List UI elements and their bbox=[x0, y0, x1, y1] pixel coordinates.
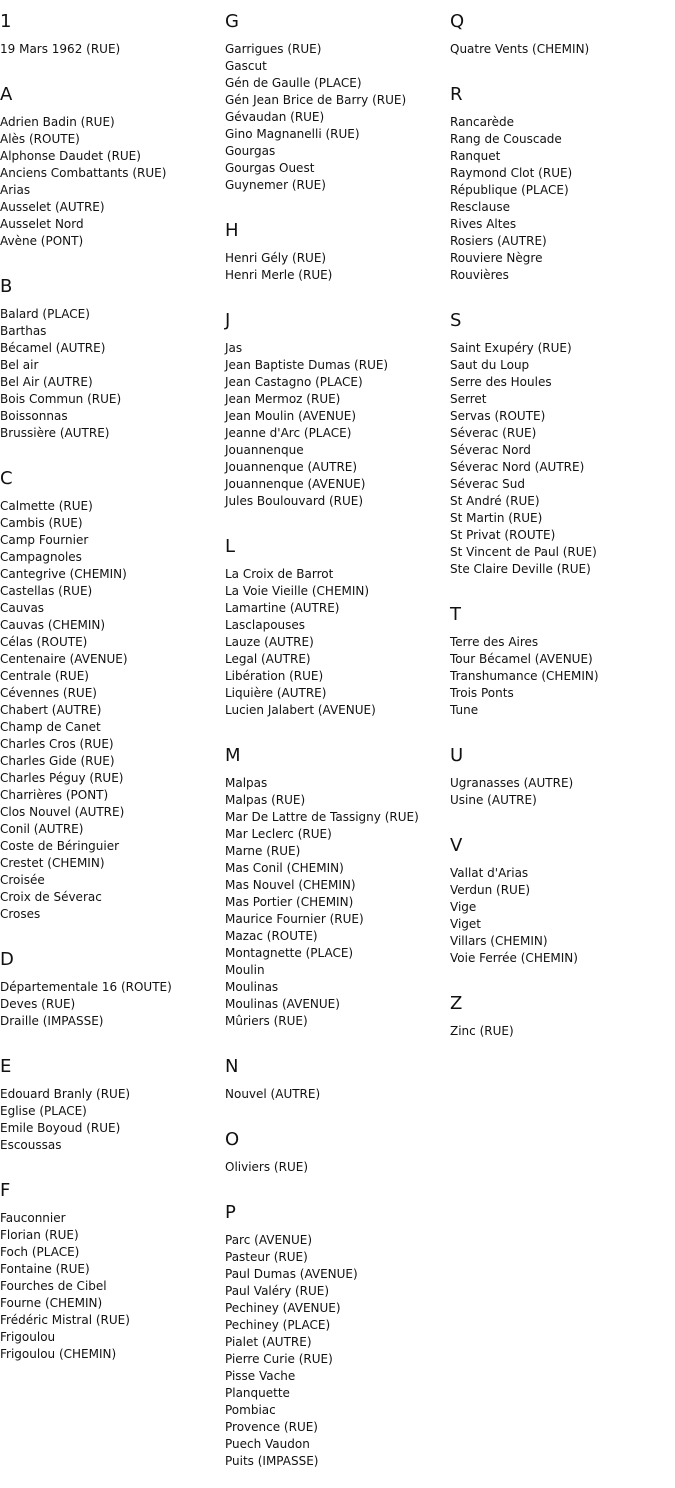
street-link[interactable]: Jouannenque (AVENUE) bbox=[225, 477, 366, 491]
street-link[interactable]: Alphonse Daudet (RUE) bbox=[0, 149, 141, 163]
section-letter-heading: T bbox=[450, 604, 461, 625]
street-link[interactable]: Ausselet (AUTRE) bbox=[0, 200, 105, 214]
street-link[interactable]: Bécamel (AUTRE) bbox=[0, 341, 106, 355]
street-link[interactable]: Montagnette (PLACE) bbox=[225, 946, 354, 960]
street-link[interactable]: Florian (RUE) bbox=[0, 1228, 79, 1242]
letter-section bbox=[450, 745, 675, 809]
street-link[interactable]: Charrières (PONT) bbox=[0, 788, 109, 802]
street-link[interactable]: Zinc (RUE) bbox=[450, 1024, 514, 1038]
street-link[interactable]: Pechiney (PLACE) bbox=[225, 1318, 331, 1332]
street-link[interactable]: Bel air bbox=[0, 358, 39, 372]
letter-section bbox=[225, 1202, 450, 1470]
letter-section bbox=[0, 84, 225, 250]
street-link[interactable]: Arias bbox=[0, 183, 31, 197]
street-link[interactable]: Clos Nouvel (AUTRE) bbox=[0, 805, 125, 819]
street-link[interactable]: Cauvas (CHEMIN) bbox=[0, 618, 106, 632]
street-link[interactable]: Barthas bbox=[0, 324, 47, 338]
street-link[interactable]: Rosiers (AUTRE) bbox=[450, 234, 547, 248]
street-list bbox=[0, 979, 225, 1030]
street-link[interactable]: St Martin (RUE) bbox=[450, 511, 543, 525]
street-list bbox=[225, 340, 450, 510]
street-link[interactable]: Séverac Nord (AUTRE) bbox=[450, 460, 585, 474]
street-link[interactable]: Brussière (AUTRE) bbox=[0, 426, 110, 440]
street-link[interactable]: Voie Ferrée (CHEMIN) bbox=[450, 951, 578, 965]
letter-section bbox=[450, 310, 675, 578]
street-link[interactable]: Oliviers (RUE) bbox=[225, 1160, 308, 1174]
street-link[interactable]: Mazac (ROUTE) bbox=[225, 929, 318, 943]
street-link[interactable]: Verdun (RUE) bbox=[450, 883, 531, 897]
letter-section bbox=[450, 84, 675, 284]
street-link[interactable]: Pisse Vache bbox=[225, 1369, 296, 1383]
street-link[interactable]: Ausselet Nord bbox=[0, 217, 84, 231]
street-link[interactable]: Rives Altes bbox=[450, 217, 517, 231]
street-link[interactable]: Champ de Canet bbox=[0, 720, 101, 734]
street-link[interactable]: Jeanne d'Arc (PLACE) bbox=[225, 426, 352, 440]
street-link[interactable]: Pialet (AUTRE) bbox=[225, 1335, 312, 1349]
street-link[interactable]: Cévennes (RUE) bbox=[0, 686, 97, 700]
street-link[interactable]: St Vincent de Paul (RUE) bbox=[450, 545, 597, 559]
street-link[interactable]: Transhumance (CHEMIN) bbox=[450, 669, 599, 683]
street-link[interactable]: Avène (PONT) bbox=[0, 234, 84, 248]
letter-section bbox=[225, 1129, 450, 1176]
street-list bbox=[225, 1159, 450, 1176]
street-link[interactable]: Edouard Branly (RUE) bbox=[0, 1087, 131, 1101]
letter-section bbox=[0, 11, 225, 58]
street-link[interactable]: Villars (CHEMIN) bbox=[450, 934, 548, 948]
street-link[interactable]: Viget bbox=[450, 917, 481, 931]
street-link[interactable]: Usine (AUTRE) bbox=[450, 793, 537, 807]
letter-section bbox=[450, 835, 675, 967]
street-list bbox=[225, 775, 450, 1030]
section-letter-heading: S bbox=[450, 310, 462, 331]
street-list bbox=[450, 865, 675, 967]
section-letter-heading: E bbox=[0, 1056, 12, 1077]
letter-section bbox=[450, 604, 675, 719]
street-link[interactable]: Gén de Gaulle (PLACE) bbox=[225, 76, 362, 90]
street-link[interactable]: Marne (RUE) bbox=[225, 844, 301, 858]
street-link[interactable]: Gino Magnanelli (RUE) bbox=[225, 127, 360, 141]
street-link[interactable]: Croses bbox=[0, 907, 41, 921]
street-link[interactable]: Rang de Couscade bbox=[450, 132, 562, 146]
street-link[interactable]: Conil (AUTRE) bbox=[0, 822, 84, 836]
street-link[interactable]: Lucien Jalabert (AVENUE) bbox=[225, 703, 376, 717]
street-link[interactable]: Liquière (AUTRE) bbox=[225, 686, 327, 700]
street-link[interactable]: Paul Dumas (AVENUE) bbox=[225, 1267, 358, 1281]
street-link[interactable]: Centrale (RUE) bbox=[0, 669, 89, 683]
street-link[interactable]: Saut du Loup bbox=[450, 358, 530, 372]
street-link[interactable]: République (PLACE) bbox=[450, 183, 569, 197]
street-link[interactable]: Raymond Clot (RUE) bbox=[450, 166, 573, 180]
street-link[interactable]: Coste de Béringuier bbox=[0, 839, 120, 853]
street-link[interactable]: Planquette bbox=[225, 1386, 290, 1400]
street-index-column-3 bbox=[450, 0, 675, 1040]
section-letter-heading: H bbox=[225, 220, 239, 241]
street-link[interactable]: Charles Cros (RUE) bbox=[0, 737, 114, 751]
street-list bbox=[450, 114, 675, 284]
street-link[interactable]: Gascut bbox=[225, 59, 267, 73]
street-list bbox=[450, 41, 675, 58]
section-letter-heading: M bbox=[225, 745, 241, 766]
street-link[interactable]: Gévaudan (RUE) bbox=[225, 110, 325, 124]
street-link[interactable]: Boissonnas bbox=[0, 409, 68, 423]
street-link[interactable]: Deves (RUE) bbox=[0, 997, 76, 1011]
street-list bbox=[0, 306, 225, 442]
street-link[interactable]: Jouannenque bbox=[225, 443, 304, 457]
street-link[interactable]: Castellas (RUE) bbox=[0, 584, 93, 598]
letter-section bbox=[0, 949, 225, 1030]
section-letter-heading: J bbox=[225, 310, 231, 331]
letter-section bbox=[0, 468, 225, 923]
street-list bbox=[225, 1232, 450, 1470]
letter-section bbox=[450, 11, 675, 58]
street-link[interactable]: Malpas bbox=[225, 776, 268, 790]
street-link[interactable]: Draille (IMPASSE) bbox=[0, 1014, 104, 1028]
street-link[interactable]: Anciens Combattants (RUE) bbox=[0, 166, 167, 180]
street-link[interactable]: Moulinas (AVENUE) bbox=[225, 997, 340, 1011]
street-link[interactable]: Bel Air (AUTRE) bbox=[0, 375, 93, 389]
letter-section bbox=[225, 11, 450, 194]
street-link[interactable]: Lauze (AUTRE) bbox=[225, 635, 314, 649]
street-link[interactable]: Rouviere Nègre bbox=[450, 251, 543, 265]
street-link[interactable]: Saint Exupéry (RUE) bbox=[450, 341, 572, 355]
section-letter-heading: F bbox=[0, 1180, 11, 1201]
street-link[interactable]: Quatre Vents (CHEMIN) bbox=[450, 42, 590, 56]
street-link[interactable]: Trois Ponts bbox=[450, 686, 514, 700]
street-link[interactable]: Jules Boulouvard (RUE) bbox=[225, 494, 364, 508]
street-link[interactable]: Tune bbox=[450, 703, 479, 717]
letter-section bbox=[450, 993, 675, 1040]
street-link[interactable]: Gourgas Ouest bbox=[225, 161, 315, 175]
street-list bbox=[0, 1210, 225, 1363]
section-letter-heading: B bbox=[0, 276, 13, 297]
street-link[interactable]: Henri Gély (RUE) bbox=[225, 251, 327, 265]
street-link[interactable]: Nouvel (AUTRE) bbox=[225, 1087, 321, 1101]
street-link[interactable]: Guynemer (RUE) bbox=[225, 178, 326, 192]
section-letter-heading: R bbox=[450, 84, 463, 105]
street-link[interactable]: Resclause bbox=[450, 200, 510, 214]
street-link[interactable]: Chabert (AUTRE) bbox=[0, 703, 102, 717]
street-link[interactable]: Fontaine (RUE) bbox=[0, 1262, 90, 1276]
street-list bbox=[225, 1086, 450, 1103]
street-link[interactable]: Servas (ROUTE) bbox=[450, 409, 546, 423]
street-link[interactable]: Jean Baptiste Dumas (RUE) bbox=[225, 358, 389, 372]
street-link[interactable]: Fourches de Cibel bbox=[0, 1279, 107, 1293]
street-link[interactable]: Mas Portier (CHEMIN) bbox=[225, 895, 354, 909]
street-link[interactable]: La Voie Vieille (CHEMIN) bbox=[225, 584, 370, 598]
street-link[interactable]: Libération (RUE) bbox=[225, 669, 324, 683]
street-link[interactable]: Jean Moulin (AVENUE) bbox=[225, 409, 357, 423]
street-link[interactable]: Gén Jean Brice de Barry (RUE) bbox=[225, 93, 407, 107]
street-link[interactable]: Foch (PLACE) bbox=[0, 1245, 80, 1259]
street-link[interactable]: Célas (ROUTE) bbox=[0, 635, 88, 649]
street-link[interactable]: Mûriers (RUE) bbox=[225, 1014, 308, 1028]
street-link[interactable]: Puech Vaudon bbox=[225, 1437, 310, 1451]
street-link[interactable]: Parc (AVENUE) bbox=[225, 1233, 313, 1247]
street-link[interactable]: Mar Leclerc (RUE) bbox=[225, 827, 332, 841]
street-link[interactable]: Ste Claire Deville (RUE) bbox=[450, 562, 591, 576]
street-link[interactable]: Départementale 16 (ROUTE) bbox=[0, 980, 172, 994]
street-link[interactable]: Lasclapouses bbox=[225, 618, 306, 632]
street-link[interactable]: 19 Mars 1962 (RUE) bbox=[0, 42, 121, 56]
street-link[interactable]: Balard (PLACE) bbox=[0, 307, 90, 321]
street-link[interactable]: Pombiac bbox=[225, 1403, 276, 1417]
street-link[interactable]: Henri Merle (RUE) bbox=[225, 268, 333, 282]
street-link[interactable]: Rouvières bbox=[450, 268, 509, 282]
street-list bbox=[450, 340, 675, 578]
street-list bbox=[0, 114, 225, 250]
section-letter-heading: O bbox=[225, 1129, 240, 1150]
letter-section bbox=[225, 220, 450, 284]
street-link[interactable]: Jean Mermoz (RUE) bbox=[225, 392, 341, 406]
street-link[interactable]: Camp Fournier bbox=[0, 533, 89, 547]
street-link[interactable]: Séverac Nord bbox=[450, 443, 531, 457]
street-link[interactable]: Vallat d'Arias bbox=[450, 866, 529, 880]
street-link[interactable]: Charles Péguy (RUE) bbox=[0, 771, 124, 785]
street-link[interactable]: Séverac (RUE) bbox=[450, 426, 537, 440]
street-link[interactable]: Pechiney (AVENUE) bbox=[225, 1301, 341, 1315]
street-link[interactable]: Frigoulou bbox=[0, 1330, 56, 1344]
street-link[interactable]: Frédéric Mistral (RUE) bbox=[0, 1313, 130, 1327]
street-link[interactable]: Rancarède bbox=[450, 115, 515, 129]
section-letter-heading: 1 bbox=[0, 11, 12, 32]
street-link[interactable]: Croisée bbox=[0, 873, 45, 887]
street-link[interactable]: Bois Commun (RUE) bbox=[0, 392, 122, 406]
street-link[interactable]: St Privat (ROUTE) bbox=[450, 528, 556, 542]
street-link[interactable]: Calmette (RUE) bbox=[0, 499, 93, 513]
street-link[interactable]: Croix de Séverac bbox=[0, 890, 102, 904]
street-link[interactable]: Terre des Aires bbox=[450, 635, 539, 649]
letter-section bbox=[225, 536, 450, 719]
street-link[interactable]: Jean Castagno (PLACE) bbox=[225, 375, 363, 389]
street-link[interactable]: Escoussas bbox=[0, 1138, 62, 1152]
street-link[interactable]: Moulin bbox=[225, 963, 265, 977]
street-link[interactable]: Adrien Badin (RUE) bbox=[0, 115, 115, 129]
street-list bbox=[225, 566, 450, 719]
street-link[interactable]: Centenaire (AVENUE) bbox=[0, 652, 128, 666]
street-link[interactable]: Moulinas bbox=[225, 980, 279, 994]
street-link[interactable]: Fourne (CHEMIN) bbox=[0, 1296, 103, 1310]
street-list bbox=[225, 41, 450, 194]
section-letter-heading: U bbox=[450, 745, 464, 766]
street-link[interactable]: Cauvas bbox=[0, 601, 45, 615]
street-list bbox=[450, 1023, 675, 1040]
letter-section bbox=[225, 310, 450, 510]
section-letter-heading: G bbox=[225, 11, 239, 32]
street-link[interactable]: Mar De Lattre de Tassigny (RUE) bbox=[225, 810, 419, 824]
street-link[interactable]: Tour Bécamel (AVENUE) bbox=[450, 652, 593, 666]
street-link[interactable]: Provence (RUE) bbox=[225, 1420, 318, 1434]
street-link[interactable]: Frigoulou (CHEMIN) bbox=[0, 1347, 117, 1361]
section-letter-heading: D bbox=[0, 949, 14, 970]
street-link[interactable]: La Croix de Barrot bbox=[225, 567, 334, 581]
street-link[interactable]: Alès (ROUTE) bbox=[0, 132, 80, 146]
street-list bbox=[0, 498, 225, 923]
street-link[interactable]: Garrigues (RUE) bbox=[225, 42, 322, 56]
street-link[interactable]: Crestet (CHEMIN) bbox=[0, 856, 105, 870]
street-list bbox=[450, 775, 675, 809]
section-letter-heading: Q bbox=[450, 11, 465, 32]
street-link[interactable]: St André (RUE) bbox=[450, 494, 540, 508]
street-link[interactable]: Serre des Houles bbox=[450, 375, 552, 389]
street-list bbox=[0, 1086, 225, 1154]
street-link[interactable]: Mas Conil (CHEMIN) bbox=[225, 861, 344, 875]
letter-section bbox=[225, 1056, 450, 1103]
street-link[interactable]: Legal (AUTRE) bbox=[225, 652, 311, 666]
street-list bbox=[0, 41, 225, 58]
street-link[interactable]: Pasteur (RUE) bbox=[225, 1250, 308, 1264]
street-link[interactable]: Vige bbox=[450, 900, 477, 914]
street-link[interactable]: Fauconnier bbox=[0, 1211, 66, 1225]
street-link[interactable]: Jas bbox=[225, 341, 243, 355]
street-link[interactable]: Eglise (PLACE) bbox=[0, 1104, 87, 1118]
street-link[interactable]: Cantegrive (CHEMIN) bbox=[0, 567, 127, 581]
street-link[interactable]: Lamartine (AUTRE) bbox=[225, 601, 340, 615]
street-index-column-2 bbox=[225, 0, 450, 1470]
street-link[interactable]: Malpas (RUE) bbox=[225, 793, 306, 807]
section-letter-heading: L bbox=[225, 536, 236, 557]
street-link[interactable]: Campagnoles bbox=[0, 550, 82, 564]
letter-section bbox=[0, 276, 225, 442]
street-link[interactable]: Mas Nouvel (CHEMIN) bbox=[225, 878, 356, 892]
street-link[interactable]: Ugranasses (AUTRE) bbox=[450, 776, 574, 790]
section-letter-heading: P bbox=[225, 1202, 236, 1223]
street-link[interactable]: Pierre Curie (RUE) bbox=[225, 1352, 333, 1366]
street-list bbox=[225, 250, 450, 284]
street-link[interactable]: Cambis (RUE) bbox=[0, 516, 83, 530]
street-link[interactable]: Serret bbox=[450, 392, 487, 406]
street-list bbox=[450, 634, 675, 719]
street-link[interactable]: Séverac Sud bbox=[450, 477, 526, 491]
section-letter-heading: C bbox=[0, 468, 13, 489]
street-link[interactable]: Ranquet bbox=[450, 149, 501, 163]
street-index-column-1 bbox=[0, 0, 225, 1363]
section-letter-heading: N bbox=[225, 1056, 239, 1077]
section-letter-heading: V bbox=[450, 835, 463, 856]
letter-section bbox=[0, 1056, 225, 1154]
letter-section bbox=[225, 745, 450, 1030]
street-link[interactable]: Paul Valéry (RUE) bbox=[225, 1284, 330, 1298]
street-link[interactable]: Maurice Fournier (RUE) bbox=[225, 912, 364, 926]
street-link[interactable]: Gourgas bbox=[225, 144, 276, 158]
street-link[interactable]: Charles Gide (RUE) bbox=[0, 754, 115, 768]
letter-section bbox=[0, 1180, 225, 1363]
section-letter-heading: Z bbox=[450, 993, 463, 1014]
street-link[interactable]: Emile Boyoud (RUE) bbox=[0, 1121, 121, 1135]
street-link[interactable]: Puits (IMPASSE) bbox=[225, 1454, 319, 1468]
street-link[interactable]: Jouannenque (AUTRE) bbox=[225, 460, 358, 474]
section-letter-heading: A bbox=[0, 84, 13, 105]
